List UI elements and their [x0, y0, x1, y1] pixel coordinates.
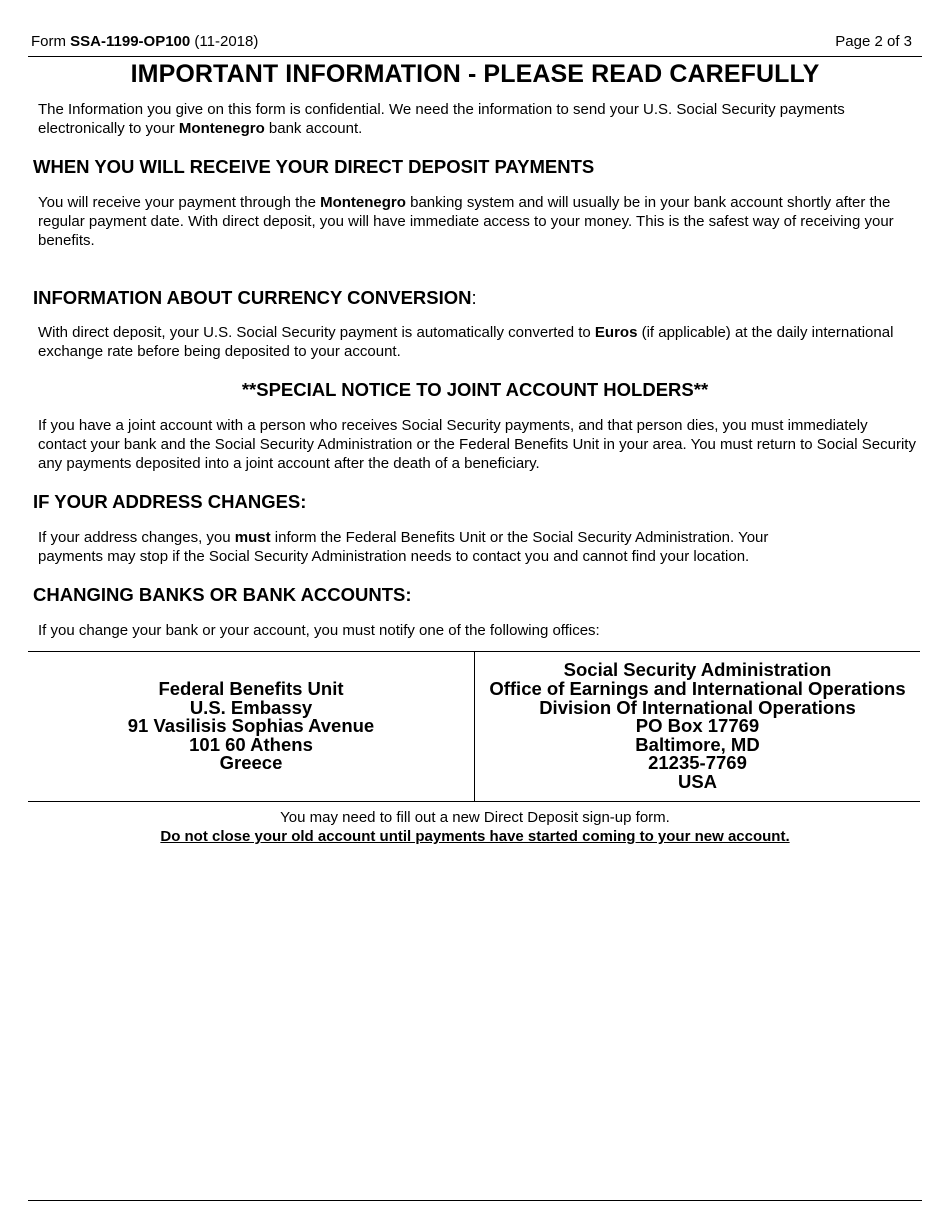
address-line: USA — [677, 770, 718, 792]
federal-benefits-unit-address — [28, 652, 475, 801]
address-text-2: inform the Federal Benefits Unit or the Social Security Administration. Your payments may stop if the Social Security Administration needs to contact you and cannot find your location. — [38, 529, 769, 565]
page-title: IMPORTANT INFORMATION - PLEASE READ CAREFULLY — [130, 60, 820, 88]
currency-heading — [33, 287, 477, 309]
address-text-1: If your address changes, you — [38, 529, 235, 546]
address-line: U.S. Embassy — [189, 696, 313, 718]
address-paragraph — [38, 528, 808, 566]
deposit-text-1: You will receive your payment through the — [38, 194, 321, 211]
form-prefix: Form — [31, 33, 71, 50]
address-line: 101 60 Athens — [189, 733, 313, 755]
banks-heading: CHANGING BANKS OR BANK ACCOUNTS: — [33, 584, 412, 605]
address-line: PO Box 17769 — [635, 715, 760, 737]
offices-table — [28, 651, 920, 802]
form-number: SSA-1199-OP100 — [70, 33, 191, 50]
deposit-text-2: banking system and will usually be in your bank account shortly after the regular payment date. With direct deposit, you will have immediate access to your money. This is the safest way of receiving your benefits. — [38, 194, 894, 249]
currency-text-1: With direct deposit, your U.S. Social Security payment is automatically converted to — [38, 324, 595, 341]
currency-name: Euros — [594, 324, 638, 341]
form-identifier — [31, 33, 258, 50]
currency-paragraph — [38, 323, 918, 361]
intro-text-1: The Information you give on this form is confidential. We need the information to send your U.S. Social Security payments electronically to your — [38, 101, 845, 137]
bottom-divider — [28, 1200, 922, 1201]
signup-form-note: You may need to fill out a new Direct Deposit sign-up form. — [280, 809, 670, 826]
address-line: Division Of International Operations — [539, 696, 856, 718]
address-line: Office of Earnings and International Operations — [489, 678, 906, 700]
intro-text-2: bank account. — [264, 120, 363, 137]
intro-paragraph — [38, 100, 918, 138]
joint-heading: **SPECIAL NOTICE TO JOINT ACCOUNT HOLDERS** — [241, 379, 709, 400]
address-emphasis: must — [234, 529, 271, 546]
account-warning: Do not close your old account until payments have started coming to your new account. — [160, 828, 790, 845]
deposit-country: Montenegro — [320, 194, 406, 211]
currency-heading-colon: : — [471, 287, 477, 308]
ssa-office-address — [475, 652, 920, 801]
currency-text-2: (if applicable) at the daily international exchange rate before being deposited to your account. — [38, 324, 894, 360]
address-line: Social Security Administration — [563, 659, 832, 681]
intro-country: Montenegro — [178, 120, 265, 137]
deposit-paragraph — [38, 193, 918, 250]
address-line: 91 Vasilisis Sophias Avenue — [127, 715, 375, 737]
page-number: Page 2 of 3 — [835, 33, 912, 50]
joint-paragraph: If you have a joint account with a person who receives Social Security payments, and that person dies, you must immediately contact your bank and the Social Security Administration or the Federal Benefits Unit in your area. You must return to Social Security any payments deposited into a joint account after the death of a beneficiary. — [38, 417, 916, 472]
deposit-heading: WHEN YOU WILL RECEIVE YOUR DIRECT DEPOSIT PAYMENTS — [33, 156, 595, 177]
form-date: (11-2018) — [190, 33, 259, 50]
currency-heading-text: INFORMATION ABOUT CURRENCY CONVERSION — [33, 287, 472, 308]
address-line: Federal Benefits Unit — [158, 678, 344, 700]
address-heading: IF YOUR ADDRESS CHANGES: — [33, 491, 307, 512]
address-line: Baltimore, MD — [635, 733, 760, 755]
form-header — [28, 30, 922, 57]
banks-paragraph: If you change your bank or your account, you must notify one of the following offices: — [38, 622, 600, 639]
address-line: Greece — [219, 752, 283, 774]
address-line: 21235-7769 — [648, 752, 747, 774]
